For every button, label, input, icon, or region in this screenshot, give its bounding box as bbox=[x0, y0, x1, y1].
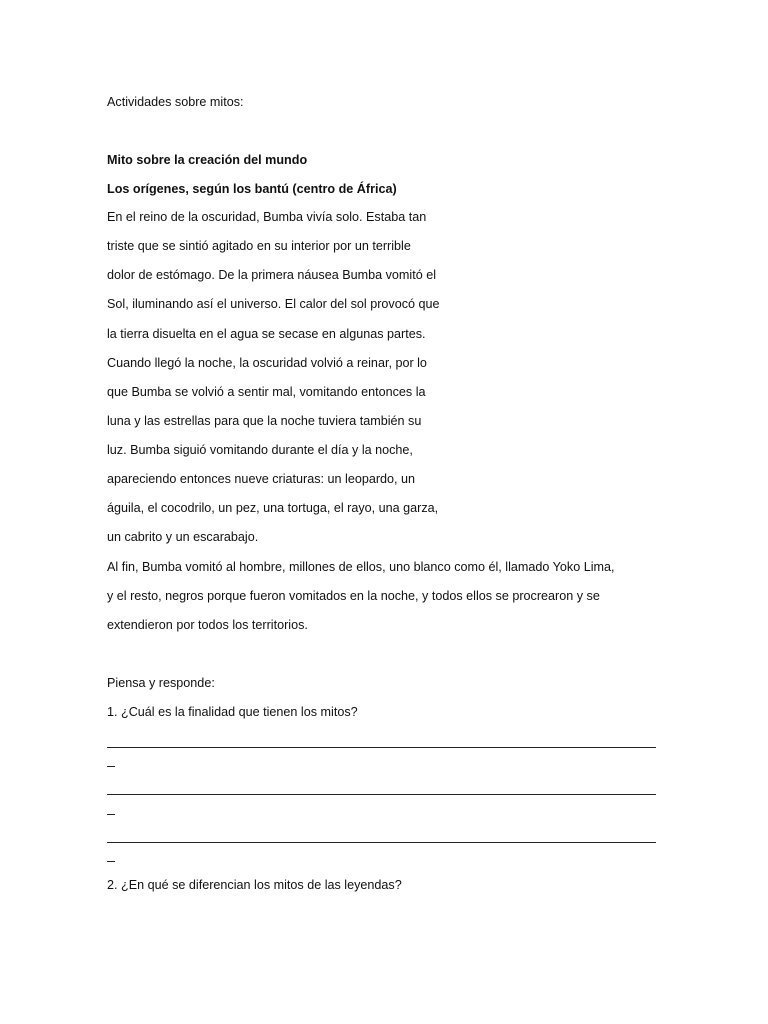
answer-line-continuation bbox=[107, 861, 115, 862]
answer-line bbox=[107, 842, 656, 843]
myth-line: En el reino de la oscuridad, Bumba vivía solo. Estaba tan bbox=[107, 210, 427, 224]
myth-line: Cuando llegó la noche, la oscuridad volvió a reinar, por lo bbox=[107, 356, 427, 370]
myth-title: Mito sobre la creación del mundo bbox=[107, 153, 308, 167]
myth-line: Al fin, Bumba vomitó al hombre, millones de ellos, uno blanco como él, llamado Yoko Lima, bbox=[107, 560, 615, 574]
myth-line: águila, el cocodrilo, un pez, una tortuga, el rayo, una garza, bbox=[107, 501, 439, 515]
question-1: 1. ¿Cuál es la finalidad que tienen los mitos? bbox=[107, 705, 358, 719]
answer-line-continuation bbox=[107, 814, 115, 815]
myth-line: la tierra disuelta en el agua se secase en algunas partes. bbox=[107, 327, 426, 341]
myth-line: triste que se sintió agitado en su interior por un terrible bbox=[107, 239, 411, 253]
question-2: 2. ¿En qué se diferencian los mitos de las leyendas? bbox=[107, 878, 402, 892]
myth-line: luz. Bumba siguió vomitando durante el día y la noche, bbox=[107, 443, 413, 457]
answer-line bbox=[107, 794, 656, 795]
myth-line: dolor de estómago. De la primera náusea Bumba vomitó el bbox=[107, 268, 437, 282]
answer-line bbox=[107, 747, 656, 748]
myth-line: un cabrito y un escarabajo. bbox=[107, 530, 259, 544]
answer-line-continuation bbox=[107, 766, 115, 767]
myth-line: luna y las estrellas para que la noche tuviera también su bbox=[107, 414, 422, 428]
myth-line: Sol, iluminando así el universo. El calor del sol provocó que bbox=[107, 297, 440, 311]
myth-subtitle: Los orígenes, según los bantú (centro de África) bbox=[107, 182, 397, 196]
myth-line: extendieron por todos los territorios. bbox=[107, 618, 308, 632]
myth-line: y el resto, negros porque fueron vomitados en la noche, y todos ellos se procrearon y se bbox=[107, 589, 600, 603]
questions-intro: Piensa y responde: bbox=[107, 676, 215, 690]
page-heading: Actividades sobre mitos: bbox=[107, 95, 244, 109]
myth-line: que Bumba se volvió a sentir mal, vomitando entonces la bbox=[107, 385, 426, 399]
myth-line: apareciendo entonces nueve criaturas: un leopardo, un bbox=[107, 472, 416, 486]
